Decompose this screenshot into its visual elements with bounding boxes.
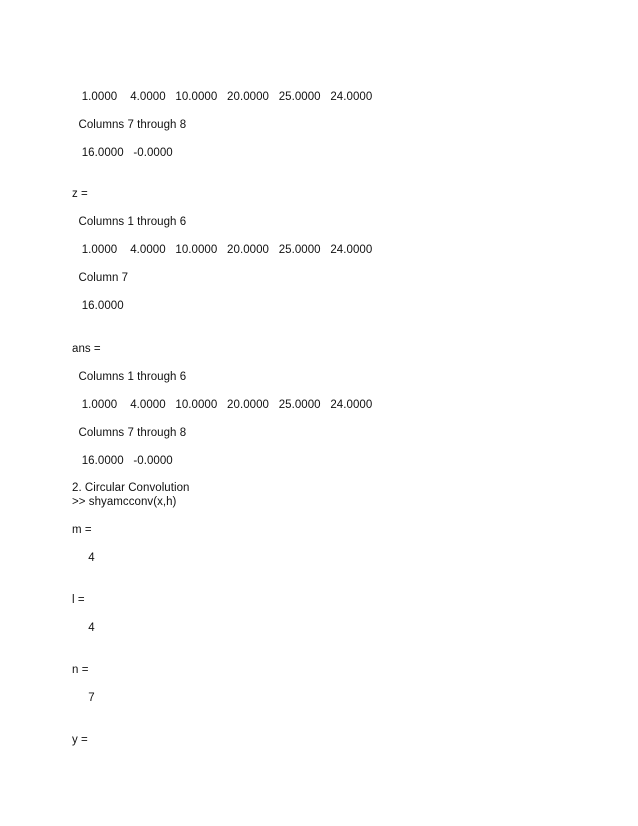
columns-header: Columns 7 through 8 xyxy=(72,427,187,439)
matrix-row-values: 1.0000 4.0000 10.0000 20.0000 25.0000 24.0000 xyxy=(72,399,373,411)
command-line: >> shyamcconv(x,h) xyxy=(72,496,177,508)
columns-header: Column 7 xyxy=(72,272,129,284)
variable-y-label: y = xyxy=(72,734,88,746)
matrix-row-values: 1.0000 4.0000 10.0000 20.0000 25.0000 24.0000 xyxy=(72,91,373,103)
variable-l-label: l = xyxy=(72,594,85,606)
variable-z-label: z = xyxy=(72,188,88,200)
columns-header: Columns 1 through 6 xyxy=(72,216,187,228)
variable-n-label: n = xyxy=(72,664,89,676)
matrix-row-values: 1.0000 4.0000 10.0000 20.0000 25.0000 24.0000 xyxy=(72,244,373,256)
variable-ans-label: ans = xyxy=(72,343,101,355)
columns-header: Columns 1 through 6 xyxy=(72,371,187,383)
variable-l-value: 4 xyxy=(72,622,95,634)
columns-header: Columns 7 through 8 xyxy=(72,119,187,131)
matrix-row-values: 16.0000 -0.0000 xyxy=(72,147,173,159)
variable-n-value: 7 xyxy=(72,692,95,704)
section-heading: 2. Circular Convolution xyxy=(72,482,190,494)
matrix-row-values: 16.0000 -0.0000 xyxy=(72,455,173,467)
variable-m-label: m = xyxy=(72,524,92,536)
matrix-row-values: 16.0000 xyxy=(72,300,124,312)
variable-m-value: 4 xyxy=(72,552,95,564)
